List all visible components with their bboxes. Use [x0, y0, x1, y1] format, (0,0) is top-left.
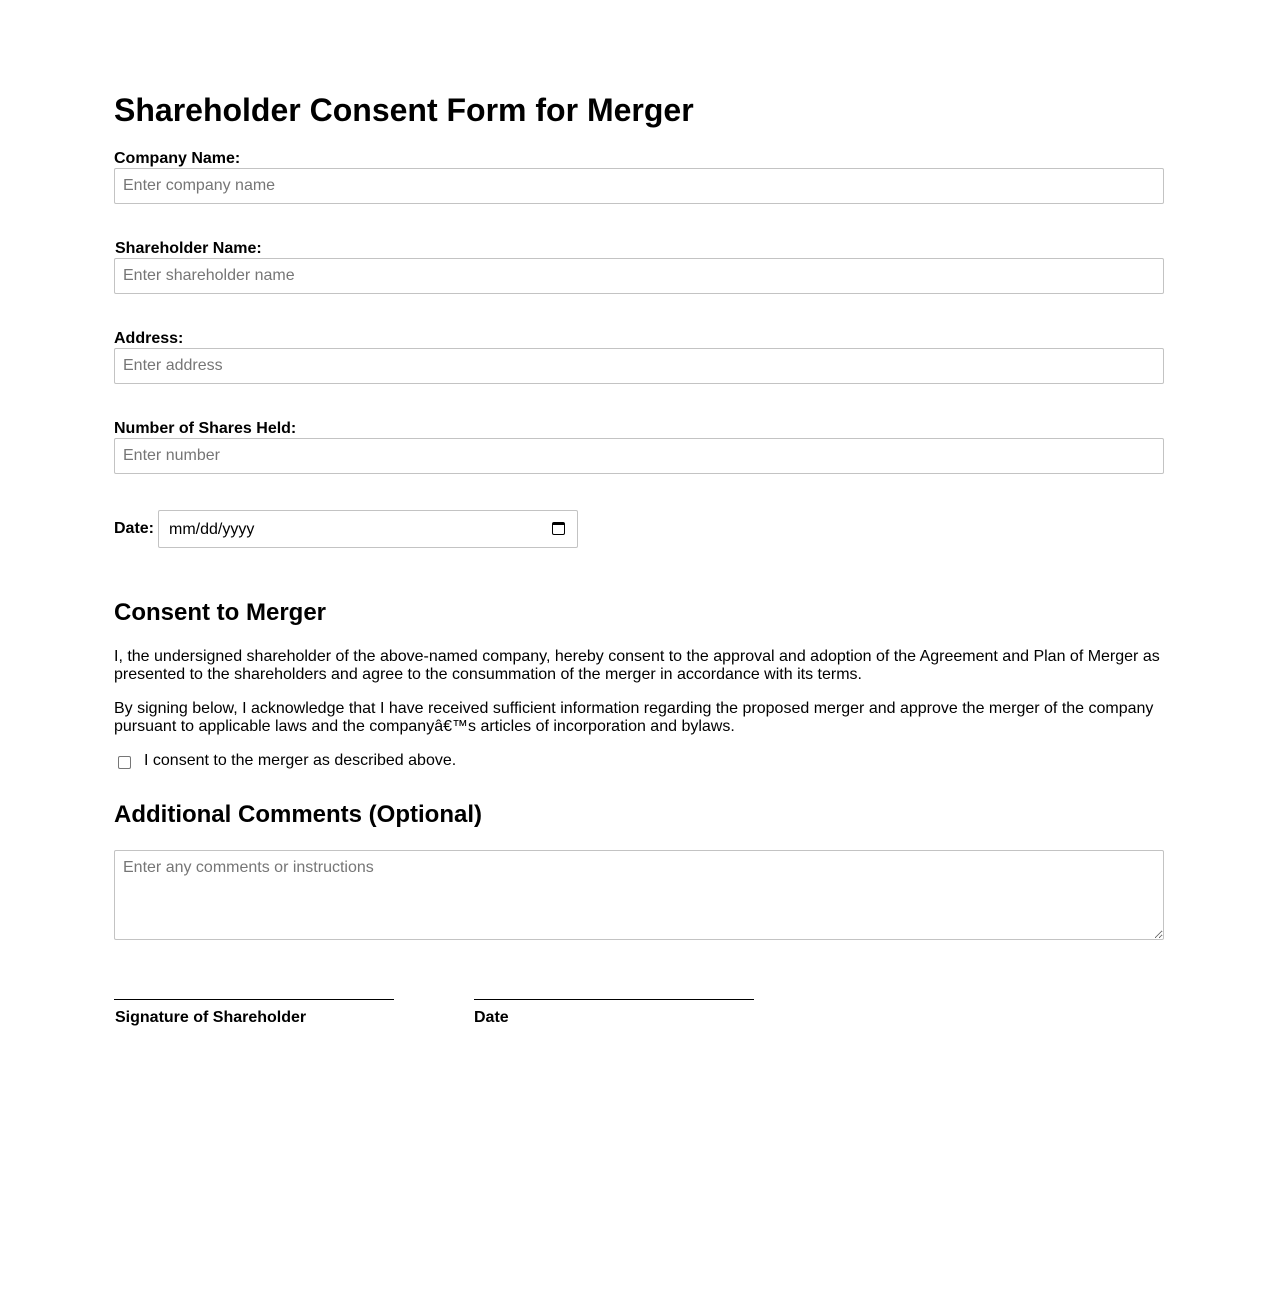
shares-held-input[interactable]	[114, 438, 1164, 474]
address-label: Address:	[114, 330, 184, 347]
calendar-icon[interactable]	[552, 522, 565, 535]
shareholder-name-input[interactable]	[114, 258, 1164, 294]
shareholder-signature-block	[114, 999, 394, 1027]
consent-checkbox[interactable]	[118, 756, 131, 769]
company-name-input[interactable]	[114, 168, 1164, 204]
shareholder-signature-label: Signature of Shareholder	[115, 1009, 307, 1026]
date-placeholder: mm/dd/yyyy	[169, 521, 255, 538]
date-input[interactable]	[158, 510, 578, 548]
comments-textarea[interactable]	[114, 850, 1164, 940]
consent-heading: Consent to Merger	[114, 599, 327, 626]
consent-paragraph-1: I, the undersigned shareholder of the above-named company, hereby consent to the approval and adoption of the Agreement and Plan of Merger as presented to the shareholders and agree to the consummation of the merger in accordance with its terms.	[114, 648, 1160, 683]
shares-held-label: Number of Shares Held:	[114, 420, 297, 437]
comments-heading: Additional Comments (Optional)	[114, 801, 482, 828]
consent-checkbox-label[interactable]: I consent to the merger as described above.	[144, 752, 457, 769]
date-label: Date:	[114, 520, 155, 537]
date-signature-block	[474, 999, 754, 1027]
address-input[interactable]	[114, 348, 1164, 384]
consent-paragraph-2: By signing below, I acknowledge that I have received sufficient information regarding the proposed merger and approve the merger of the company pursuant to applicable laws and the companyâ€™s articles of incorporation and bylaws.	[114, 700, 1154, 735]
company-name-label: Company Name:	[114, 150, 241, 167]
date-signature-line	[474, 999, 754, 1000]
page-title: Shareholder Consent Form for Merger	[114, 92, 694, 128]
shareholder-name-label: Shareholder Name:	[115, 240, 262, 257]
shareholder-signature-line	[114, 999, 394, 1000]
date-signature-label: Date	[474, 1009, 509, 1026]
